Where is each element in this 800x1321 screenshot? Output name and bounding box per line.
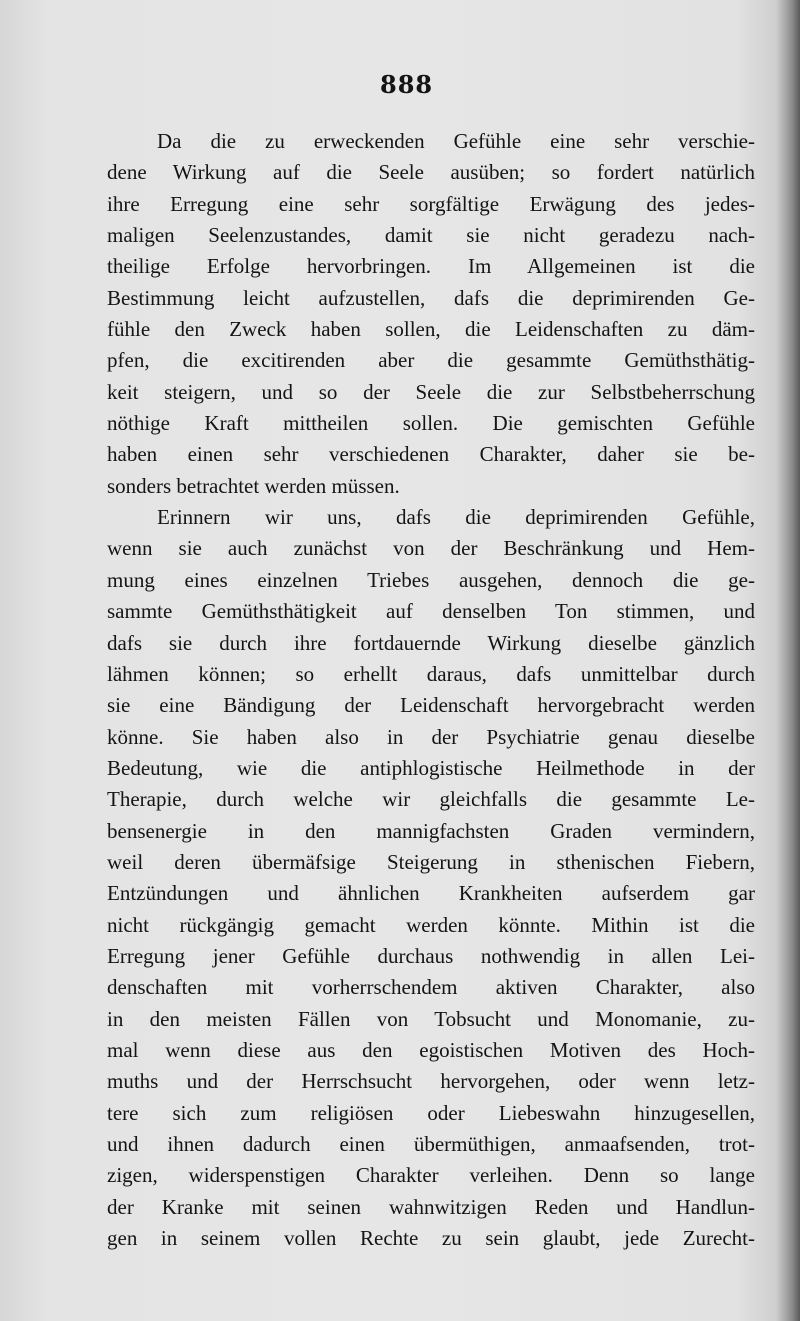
text-line: Erregung jener Gefühle durchaus nothwendig in allen Lei-: [107, 943, 755, 968]
text-line: tere sich zum religiösen oder Liebeswahn hinzugesellen,: [107, 1100, 755, 1125]
text-line: Entzündungen und ähnlichen Krankheiten aufserdem gar: [107, 881, 755, 906]
text-line: fühle den Zweck haben sollen, die Leidenschaften zu däm-: [107, 317, 755, 342]
text-line: Da die zu erweckenden Gefühle eine sehr verschie-: [157, 129, 755, 153]
page-number: 888: [380, 70, 434, 99]
text-line: dafs sie durch ihre fortdauernde Wirkung dieselbe gänzlich: [107, 630, 755, 655]
text-line: Bestimmung leicht aufzustellen, dafs die deprimirenden Ge-: [107, 285, 755, 310]
text-line: gen in seinem vollen Rechte zu sein glaubt, jede Zurecht-: [107, 1226, 755, 1251]
text-line: Bedeutung, wie die antiphlogistische Heilmethode in der: [107, 755, 755, 780]
text-line: Therapie, durch welche wir gleichfalls die gesammte Le-: [107, 787, 755, 812]
text-line: der Kranke mit seinen wahnwitzigen Reden und Handlun-: [107, 1194, 755, 1219]
text-line: nöthige Kraft mittheilen sollen. Die gemischten Gefühle: [107, 411, 755, 436]
text-line: muths und der Herrschsucht hervorgehen, oder wenn letz-: [107, 1069, 755, 1094]
text-line: sie eine Bändigung der Leidenschaft hervorgebracht werden: [107, 693, 755, 718]
text-line: haben einen sehr verschiedenen Charakter, daher sie be-: [107, 442, 755, 467]
body-text: [107, 126, 755, 1254]
text-line: sammte Gemüthsthätigkeit auf denselben Ton stimmen, und: [107, 599, 755, 624]
text-line: theilige Erfolge hervorbringen. Im Allgemeinen ist die: [107, 254, 755, 279]
text-line: mal wenn diese aus den egoistischen Motiven des Hoch-: [107, 1037, 755, 1062]
text-line: sonders betrachtet werden müssen.: [107, 473, 400, 498]
text-line: könne. Sie haben also in der Psychiatrie genau dieselbe: [107, 724, 755, 749]
text-line: keit steigern, und so der Seele die zur Selbstbeherrschung: [107, 379, 755, 404]
text-line: mung eines einzelnen Triebes ausgehen, dennoch die ge-: [107, 567, 755, 592]
text-line: denschaften mit vorherrschendem aktiven Charakter, also: [107, 975, 755, 1000]
text-line: zigen, widerspenstigen Charakter verleihen. Denn so lange: [107, 1163, 755, 1188]
text-line: in den meisten Fällen von Tobsucht und Monomanie, zu-: [107, 1006, 755, 1031]
text-line: und ihnen dadurch einen übermüthigen, anmaafsenden, trot-: [107, 1132, 755, 1156]
text-line: nicht rückgängig gemacht werden könnte. Mithin ist die: [107, 912, 755, 937]
text-line: ihre Erregung eine sehr sorgfältige Erwägung des jedes-: [107, 191, 755, 216]
text-line: Erinnern wir uns, dafs die deprimirenden Gefühle,: [157, 505, 755, 530]
text-line: pfen, die excitirenden aber die gesammte Gemüthsthätig-: [107, 348, 755, 373]
text-line: wenn sie auch zunächst von der Beschränkung und Hem-: [107, 536, 755, 561]
text-line: maligen Seelenzustandes, damit sie nicht geradezu nach-: [107, 223, 755, 248]
text-line: weil deren übermäfsige Steigerung in sthenischen Fiebern,: [107, 849, 755, 874]
text-line: dene Wirkung auf die Seele ausüben; so fordert natürlich: [107, 160, 755, 185]
text-line: lähmen können; so erhellt daraus, dafs unmittelbar durch: [107, 661, 755, 686]
text-line: bensenergie in den mannigfachsten Graden vermindern,: [107, 818, 755, 843]
